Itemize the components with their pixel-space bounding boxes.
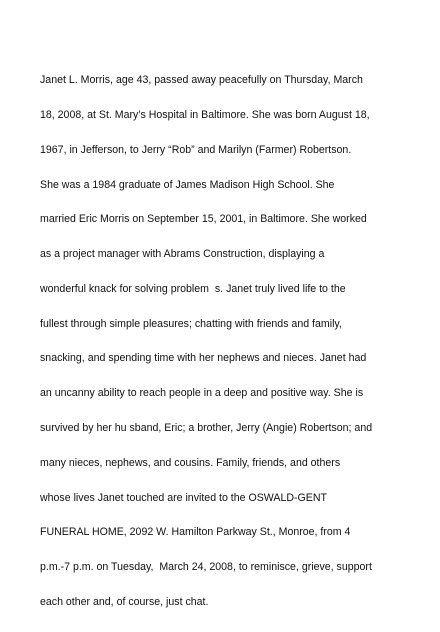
obituary-line: survived by her hu sband, Eric; a brother, Jerry (Angie) Robertson; and — [40, 422, 373, 434]
obituary-line: an uncanny ability to reach people in a deep and positive way. She is — [40, 387, 364, 400]
obituary-line: as a project manager with Abrams Construction, displaying a — [40, 248, 325, 261]
obituary-line: fullest through simple pleasures; chatting with friends and family, — [40, 317, 342, 330]
obituary-line: each other and, of course, just chat. — [40, 595, 209, 608]
obituary-line: snacking, and spending time with her nephews and nieces. Janet had — [40, 352, 367, 365]
obituary-line: 18, 2008, at St. Mary’s Hospital in Baltimore. She was born August 18, — [40, 108, 370, 121]
obituary-text — [40, 52, 412, 632]
obituary-line: Janet L. Morris, age 43, passed away peacefully on Thursday, March — [40, 74, 363, 87]
obituary-line: many nieces, nephews, and cousins. Family, friends, and others — [40, 456, 341, 469]
obituary-line: p.m.-7 p.m. on Tuesday, March 24, 2008, to reminisce, grieve, support — [40, 561, 372, 574]
obituary-line: FUNERAL HOME, 2092 W. Hamilton Parkway St., Monroe, from 4 — [40, 526, 351, 539]
obituary-line: wonderful knack for solving problem s. Janet truly lived life to the — [40, 282, 346, 295]
obituary-line: married Eric Morris on September 15, 2001, in Baltimore. She worked — [40, 213, 367, 226]
obituary-line: whose lives Janet touched are invited to the OSWALD-GENT — [40, 491, 327, 504]
obituary-line: She was a 1984 graduate of James Madison High School. She — [40, 178, 335, 191]
obituary-line: 1967, in Jefferson, to Jerry “Rob” and Marilyn (Farmer) Robertson. — [40, 143, 352, 156]
